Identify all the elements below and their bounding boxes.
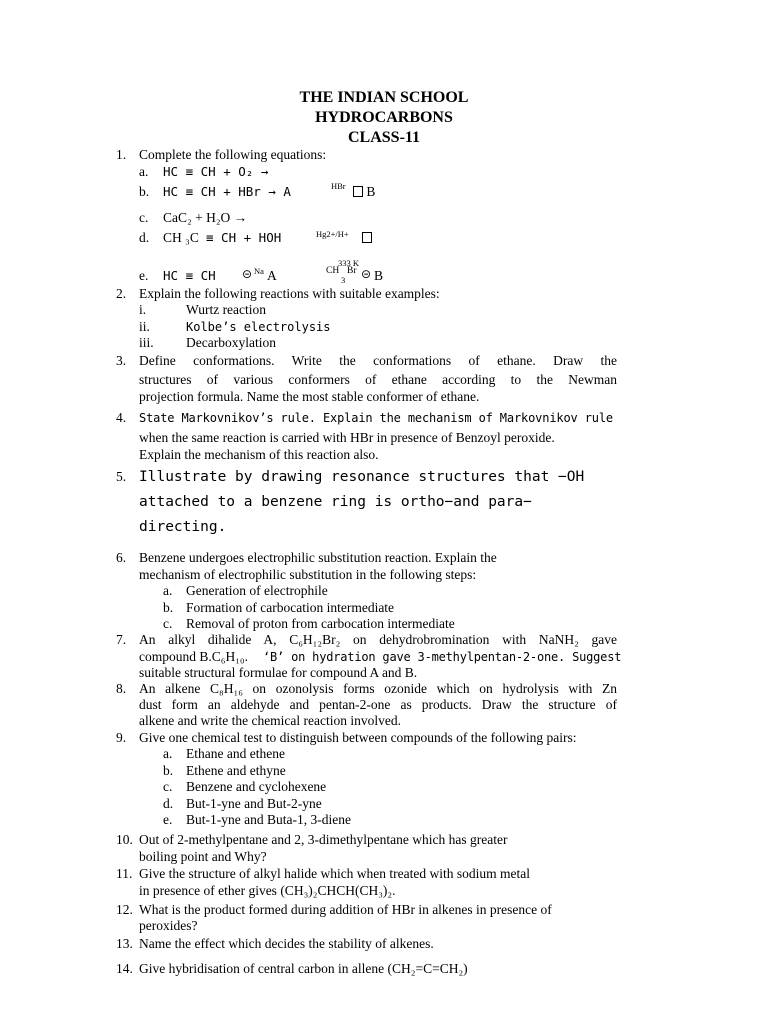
question-text: Benzene undergoes electrophilic substitution reaction. Explain the <box>139 550 497 565</box>
question-text: boiling point and Why? <box>139 849 267 864</box>
missing-glyph-icon <box>360 230 372 246</box>
list-item: But-1-yne and But-2-yne <box>186 796 322 811</box>
equation-c: CaC₂ + H₂O → <box>163 210 248 225</box>
list-item: But-1-yne and Buta-1, 3-diene <box>186 812 351 827</box>
item-label: c. <box>139 210 149 225</box>
question-text: projection formula. Name the most stable conformer of ethane. <box>139 389 480 404</box>
question-text: Give hybridisation of central carbon in allene (CH₂=C=CH₂) <box>139 961 468 976</box>
question-text: ‘B’ on hydration gave 3-methylpentan-2-one. Suggest <box>263 650 622 664</box>
list-item: Decarboxylation <box>186 335 276 350</box>
subject-title: HYDROCARBONS <box>315 109 453 126</box>
list-item: Removal of proton from carbocation intermediate <box>186 616 455 631</box>
item-label: a. <box>139 164 149 179</box>
equation-e-reagent: Na <box>254 266 264 276</box>
question-number: 9. <box>116 730 127 745</box>
item-label: b. <box>163 600 174 615</box>
question-text: What is the product formed during addition of HBr in alkenes in presence of <box>139 902 552 917</box>
item-label: iii. <box>139 335 154 350</box>
question-number: 7. <box>116 632 127 647</box>
school-title: THE INDIAN SCHOOL <box>299 89 469 106</box>
question-text: Give the structure of alkyl halide which when treated with sodium metal <box>139 866 531 881</box>
list-item: Formation of carbocation intermediate <box>186 600 395 615</box>
item-label: d. <box>139 230 150 245</box>
question-text: suitable structural formulae for compound A and B. <box>139 665 418 680</box>
question-number: 6. <box>116 550 127 565</box>
question-text: Give one chemical test to distinguish between compounds of the following pairs: <box>139 730 577 745</box>
question-text: Explain the mechanism of this reaction also. <box>139 447 379 462</box>
list-item: Wurtz reaction <box>186 302 267 317</box>
item-label: e. <box>139 268 149 283</box>
equation-e-temperature: 333 K <box>338 258 360 268</box>
question-number: 8. <box>116 681 127 696</box>
equation-e-ch: CH <box>326 266 340 276</box>
question-number: 1. <box>116 147 127 162</box>
question-text: An alkyl dihalide A, C₆H₁₂Br₂ on dehydrobromination with NaNH₂ gave <box>139 632 617 647</box>
equation-e-a: A <box>267 268 277 283</box>
question-text: peroxides? <box>139 918 198 933</box>
item-label: a. <box>163 583 173 598</box>
question-number: 3. <box>116 353 127 368</box>
item-label: ii. <box>139 319 150 334</box>
equation-d: ≡ CH + HOH <box>206 230 282 245</box>
item-label: e. <box>163 812 173 827</box>
item-label: b. <box>163 763 174 778</box>
item-label: c. <box>163 779 173 794</box>
question-number: 13. <box>116 936 133 951</box>
question-number: 11. <box>116 866 133 881</box>
equation-e-br: Br <box>347 266 357 276</box>
equation-b-product: B <box>351 184 375 200</box>
list-item: Ethene and ethyne <box>186 763 286 778</box>
question-number: 14. <box>116 961 133 976</box>
question-text: Explain the following reactions with suitable examples: <box>139 286 440 301</box>
equation-b: HC ≡ CH + HBr → A <box>163 184 291 199</box>
equation-e: HC ≡ CH <box>163 268 216 283</box>
class-title: CLASS-11 <box>347 129 421 146</box>
question-number: 10. <box>116 832 133 847</box>
question-text: dust form an aldehyde and pentan-2-one as products. Draw the structure of <box>139 697 617 712</box>
equation-d-prefix: CH ₃C <box>163 230 199 245</box>
question-number: 12. <box>116 902 133 917</box>
arrow-icon: ⊝ <box>361 267 372 281</box>
question-text: in presence of ether gives (CH₃)₂CHCH(CH₃)₂. <box>139 883 396 898</box>
equation-b-reagent: HBr <box>331 181 346 191</box>
question-text: structures of various conformers of ethane according to the Newman <box>139 372 617 387</box>
equation-d-catalyst: Hg2+/H+ <box>316 229 349 239</box>
item-label: c. <box>163 616 173 631</box>
list-item: Benzene and cyclohexene <box>186 779 327 794</box>
question-number: 2. <box>116 286 127 301</box>
question-text: compound B.C₆H₁₀. <box>139 649 248 664</box>
list-item: Kolbe’s electrolysis <box>186 320 331 334</box>
question-text: Complete the following equations: <box>139 147 327 162</box>
item-label: i. <box>139 302 147 317</box>
question-text: Define conformations. Write the conformations of ethane. Draw the <box>139 353 617 368</box>
list-item: Generation of electrophile <box>186 583 328 598</box>
equation-a: HC ≡ CH + O₂ → <box>163 164 269 179</box>
question-number: 5. <box>116 469 127 484</box>
item-label: b. <box>139 184 150 199</box>
question-text: when the same reaction is carried with HBr in presence of Benzoyl peroxide. <box>139 430 555 445</box>
question-text: Out of 2-methylpentane and 2, 3-dimethylpentane which has greater <box>139 832 508 847</box>
question-text: directing. <box>139 519 227 535</box>
question-text: An alkene C₈H₁₆ on ozonolysis forms ozonide which on hydrolysis with Zn <box>139 681 617 696</box>
question-text: State Markovnikov’s rule. Explain the mechanism of Markovnikov rule <box>139 411 613 425</box>
missing-glyph-icon <box>353 186 363 197</box>
question-text: mechanism of electrophilic substitution in the following steps: <box>139 567 477 582</box>
question-text: Illustrate by drawing resonance structures that −OH <box>139 469 585 485</box>
list-item: Ethane and ethene <box>186 746 285 761</box>
question-text: Name the effect which decides the stability of alkenes. <box>139 936 434 951</box>
question-text: alkene and write the chemical reaction involved. <box>139 713 402 728</box>
arrow-icon: ⊝ <box>242 267 253 281</box>
equation-e-sub3: 3 <box>341 275 346 285</box>
equation-e-b: B <box>374 268 384 283</box>
question-text: attached to a benzene ring is ortho−and para− <box>139 494 532 510</box>
question-number: 4. <box>116 410 127 425</box>
item-label: a. <box>163 746 173 761</box>
item-label: d. <box>163 796 174 811</box>
